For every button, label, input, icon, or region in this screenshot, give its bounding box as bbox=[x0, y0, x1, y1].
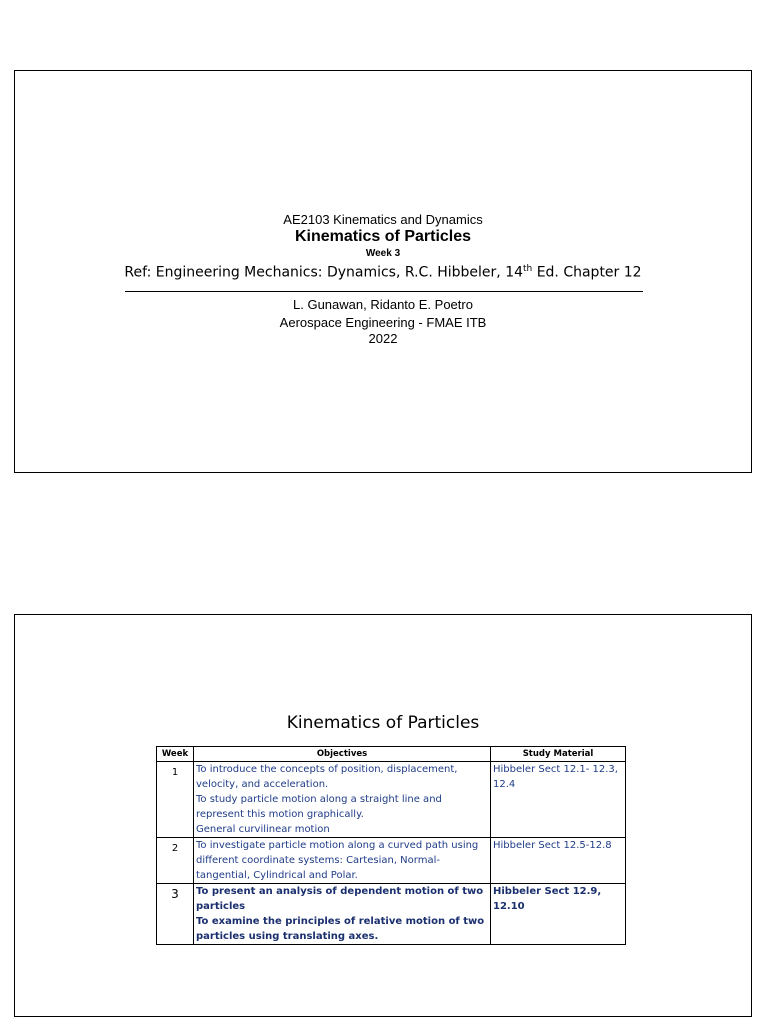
table-row bbox=[157, 884, 626, 945]
week-label: Week 3 bbox=[365, 248, 401, 259]
objectives-cell bbox=[194, 884, 491, 945]
table-row bbox=[157, 762, 626, 838]
course-name: AE2103 Kinematics and Dynamics bbox=[283, 212, 483, 227]
objective-item: To introduce the concepts of position, displacement, velocity, and acceleration. bbox=[196, 764, 458, 790]
objective-item: To study particle motion along a straight line and represent this motion graphically. bbox=[196, 794, 442, 820]
title-slide bbox=[14, 70, 752, 473]
objectives-slide bbox=[14, 614, 752, 1017]
week-cell: 2 bbox=[157, 838, 194, 884]
slide-title: Kinematics of Particles bbox=[294, 228, 472, 245]
header-week: Week bbox=[157, 747, 194, 762]
authors: L. Gunawan, Ridanto E. Poetro bbox=[293, 297, 473, 312]
objective-item: General curvilinear motion bbox=[196, 824, 330, 835]
objectives-table bbox=[156, 746, 626, 945]
department: Aerospace Engineering - FMAE ITB bbox=[279, 315, 487, 330]
table-row bbox=[157, 838, 626, 884]
objective-item: To examine the principles of relative motion of two particles using translating axes. bbox=[196, 916, 485, 942]
divider bbox=[125, 291, 643, 292]
reference-suffix: Ed. Chapter 12 bbox=[532, 264, 642, 281]
reference-text: Ref: Engineering Mechanics: Dynamics, R.C. Hibbeler, 14 bbox=[124, 264, 524, 281]
reference-line bbox=[15, 264, 751, 281]
slide-title: Kinematics of Particles bbox=[286, 713, 480, 733]
material-cell: Hibbeler Sect 12.9, 12.10 bbox=[491, 884, 626, 945]
material-cell: Hibbeler Sect 12.5-12.8 bbox=[491, 838, 626, 884]
objective-item: To present an analysis of dependent motion of two particles bbox=[196, 886, 484, 912]
header-study-material: Study Material bbox=[491, 747, 626, 762]
reference-superscript: th bbox=[523, 264, 533, 274]
year: 2022 bbox=[368, 331, 398, 346]
week-cell: 1 bbox=[157, 762, 194, 838]
objectives-cell bbox=[194, 762, 491, 838]
table-header-row bbox=[157, 747, 626, 762]
material-cell: Hibbeler Sect 12.1- 12.3, 12.4 bbox=[491, 762, 626, 838]
header-objectives: Objectives bbox=[194, 747, 491, 762]
objective-item: To investigate particle motion along a curved path using different coordinate systems: Cartesian, Normal-tangential, Cylindrical and Polar. bbox=[196, 840, 479, 881]
objectives-cell bbox=[194, 838, 491, 884]
week-cell: 3 bbox=[157, 884, 194, 945]
